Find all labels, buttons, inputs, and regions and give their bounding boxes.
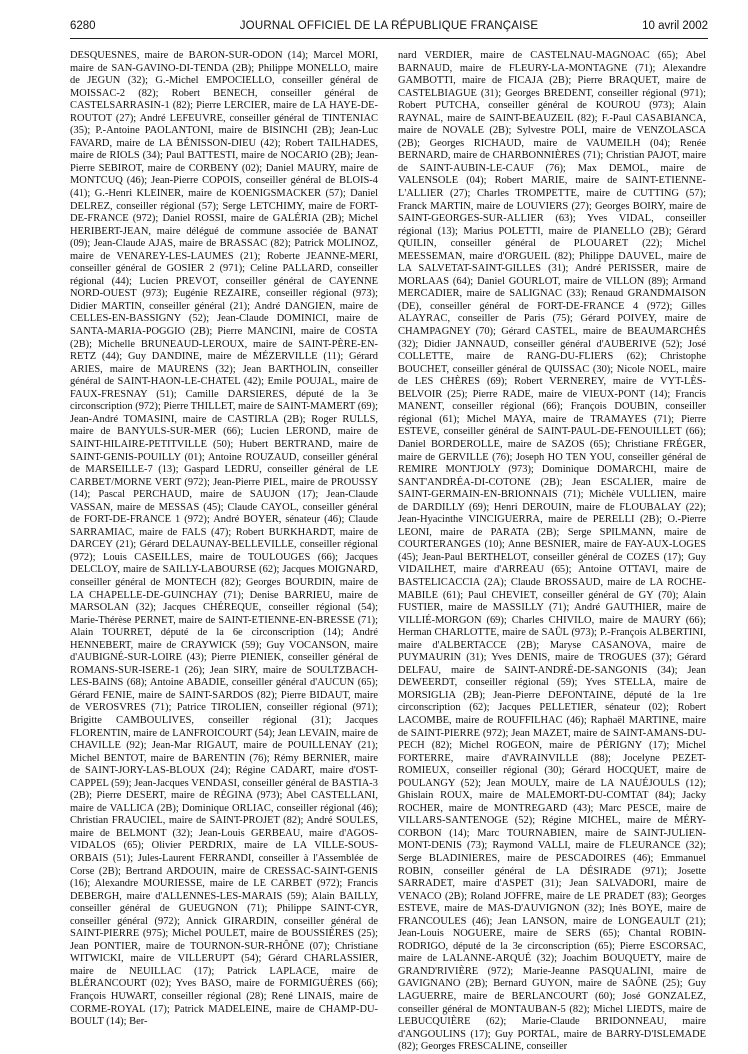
publication-date: 10 avril 2002 (642, 20, 708, 32)
right-column-text: nard VERDIER, maire de CASTELNAU-MAGNOAC (65); Abel BARNAUD, maire de FLEURY-LA-MONTAGNE (71); Alexandre GAMBOTTI, maire de FICAJA (2B); Pierre BRAQUET, maire de CASTELBIAGUE (31); Georges BREDENT, conseiller régional (971); Robert PUTCHA, conseiller général de KOUROU (973); Alain RAYNAL, maire de SAINT-BEAUZEIL (82); F.-Paul CASABIANCA, maire de NOVALE (2B); Sylvestre POLI, maire de VENZOLASCA (2B); Georges RICHAUD, maire de VAUMEILH (04); Renée BERNARD, maire de CHARBONNIÈRES (71); Christian PAJOT, maire de SAINT-AUBIN-LE-CAUF (76); Max DEMOL, maire de VALENSOLE (04); Robert MARIE, maire de SAINT-ETIENNE-L'ALLIER (27); Charles TROMPETTE, maire de CUTTING (57); Franck MARTIN, maire de LOUVIERS (27); Georges BOIRY, maire de SAINT-GEORGES-SUR-ALLIER (63); Yves VIDAL, conseiller régional (13); Marius POLETTI, maire de PIANELLO (2B); Gérard QUILIN, conseiller général de PLOUARET (22); Michel MEESSEMAN, maire d'ORGUEIL (82); Philippe DAUVEL, maire de LA SALVETAT-SAINT-GILLES (31); André PERISSER, maire de MORLAAS (64); Daniel GOURLOT, maire de VILLON (89); Armand MERCADIER, maire de SALIGNAC (33); Renaud GRANDMAISON (DE), conseiller général de FORT-DE-FRANCE 4 (972); Gilles ALAYRAC, conseiller de Paris (75); Gérard POIVEY, maire de CHAMPAGNEY (70); Gérard CASTEL, maire de BEAUMARCHÉS (32); Didier JANNAUD, conseiller général d'AUBERIVE (52); José COLLETTE, maire de RANG-DU-FLIERS (62); Christophe BOUCHET, conseiller général de QUISSAC (30); Nicole NOEL, maire de LES CHÈRES (69); Robert VERNEREY, maire de VYT-LÈS-BELVOIR (25); Pierre RADE, maire de VIEUX-PONT (14); Francis MANENT, conseiller régional (66); François DOUBIN, conseiller régional (61); Michel MAYA, maire de TRAMAYES (71); Pierre ESTEVE, conseiller général de SAINT-PAUL-DE-FENOUILLET (66); Daniel BORDEROLLE, maire de SAZOS (65); Christiane FRÉGER, maire de GERVILLE (76); Joseph HO TEN YOU, conseiller général de REMIRE MONTJOLY (973); Dominique DOMARCHI, maire de SANT'ANDRÉA-DI-COTONE (2B); Jean ESCALIER, maire de SAINT-GERMAIN-EN-BRIONNAIS (71); Michèle VULLIEN, maire de DARDILLY (69); Henri DEROUIN, maire de FLOUBALAY (22); Jean-Hyacinthe VINCIGUERRA, maire de PERELLI (2B); O.-Pierre LEONI, maire de PARATA (2B); Serge SPILMANN, maire de COURTERANGES (10); Anne BESNIER, maire de FAY-AUX-LOGES (45); Jean-Paul BERTHELOT, conseiller général de COZES (17); Guy VIDAILHET, maire d'ARREAU (65); Antoine OTTAVI, maire de BASTELICACCIA (2A); Claude BROSSAUD, maire de LA ROCHE-MABILE (61); Paul CHEVIET, conseiller général de GY (70); Alain FUSTIER, maire de MASSILLY (71); André GAUTHIER, maire de VILLIÉ-MORGON (69); Charles CHIVILO, maire de MAURY (66); Herman CHARLOTTE, maire de SAÜL (973); P.-François ALBERTINI, maire d'ALBERTACCE (2B); Maryse CASANOVA, maire de PUYMAURIN (31); Yves DENIS, maire de TROGUES (37); Gérard DELFAU, maire de SAINT-ANDRÉ-DE-SANGONIS (34); Jean DEWEERDT, conseiller régional (59); Yves STELLA, maire de MORSIGLIA (2B); Jean-Pierre DEFONTAINE, député de la 1re circonscription (62); Jacques PELLETIER, sénateur (02); Robert LACOMBE, maire de ROUFFILHAC (46); Raphaël MARTINE, maire de SAINT-PIERRE (972); Jean MAZET, maire de SAINT-AMANS-DU-PECH (82); Michel ROGEON, maire de PÉRIGNY (17); Michel FORTERRE, maire d'AVRAINVILLE (88); Jocelyne PEZET-ROMIEUX, conseiller régional (30); Gérard HOCQUET, maire de POULANGY (52); Jean MOULY, maire de LA NAUÉJOULS (12); Ghislain ROUX, maire de MALEMORT-DU-COMTAT (84); Jacky ROCHER, maire de MONTREGARD (43); Marc PESCE, maire de VILLARS-SANTENOGE (52); Régine MICHEL, maire de MÉRY-CORBON (14); Marc TOURNABIEN, maire de SAINT-JULIEN-MONT-DENIS (73); Raymond VALLI, maire de FLEURANCE (32); Serge BLADINIERES, maire de PESCADOIRES (46); Emmanuel ROBIN, conseiller général de LA DÉSIRADE (971); Josette SARRADET, maire d'ASPET (31); Jean SALVADORI, maire de VENACO (2B); Roland JOFFRE, maire de LE PRADET (83); Georges ESTEVE, maire de MAS-D'AUVIGNON (32); Inès BOYE, maire de FRANCOULES (46); Jean LANSON, maire de LONGEAULT (21); Jean-Louis NOGUERE, maire de SERS (65); Chantal ROBIN-RODRIGO, député de la 3e circonscription (65); Pierre ESCORSAC, maire de LALANNE-ARQUÉ (32); Joachim BOUQUETY, maire de GRAND'RIVIÈRE (972); Marie-Jeanne PASQUALINI, maire de GAVIGNANO (2B); Bernard GUYON, maire de SAÔNE (25); Guy LAGUERRE, maire de BERLANCOURT (60); José GONZALEZ, conseiller général de MONTAUBAN-5 (82); Michel LIEDTS, maire de LEBUCQUIÈRE (62); Marie-Claude BRIDONNEAU, maire d'ANGOULINS (17); Guy PORTAL, maire de BARRY-D'ISLEMADE (82); Georges FRESCALINE, conseiller (398, 50, 706, 1053)
left-column-text: DESQUESNES, maire de BARON-SUR-ODON (14); Marcel MORI, maire de SAN-GAVINO-DI-TENDA (2B); Philippe MONELLO, maire de JEGUN (32); G.-Michel EMPOCIELLO, conseiller général de MOISSAC-2 (82); Robert BENECH, conseiller général de CASTELSARRASIN-1 (82); Pierre LERCIER, maire de LA HAYE-DE-ROUTOT (27); André LEFEUVRE, conseiller général de TINTENIAC (35); P.-Antoine PAOLANTONI, maire de BISINCHI (2B); Jean-Luc FAVARD, maire de LA BÉNISSON-DIEU (42); Robert TAILHADES, maire de RIOLS (34); Paul BATTESTI, maire de NOCARIO (2B); Jean-Pierre SEBIROT, maire de CORBENY (02); Daniel MAURY, maire de MONTCUQ (46); Jean-Pierre COPOIS, conseiller général de BLOIS-4 (41); G.-Henri KLEINER, maire de KOENIGSMACKER (57); Daniel DELREZ, conseiller régional (57); Serge LETCHIMY, maire de FORT-DE-FRANCE (972); Daniel ROSSI, maire de GALÉRIA (2B); Michel HERIBERT-JEAN, maire délégué de commune associée de BANAT (09); Jean-Claude AJAS, maire de BRASSAC (82); Patrick MOLINOZ, maire de VENAREY-LES-LAUMES (21); Roberte JEANNE-MERI, conseiller général de GOSIER 2 (971); Celine PALLARD, conseiller régional (44); Lucien PREVOT, conseiller général de CAYENNE NORD-OUEST (973); Eugénie REZAIRE, conseiller régional (973); Didier MARTIN, conseiller général (21); André DANGIEN, maire de CELLES-EN-BASSIGNY (52); Jean-Claude DOMINICI, maire de SANTA-MARIA-POGGIO (2B); Pierre MANCINI, maire de COSTA (2B); Michelle BRUNEAUD-LEROUX, maire de SAINT-PÈRE-EN-RETZ (44); Guy DANDINE, maire de MÉZERVILLE (11); Gérard ARIES, maire de MAURENS (32); Jean BARTHOLIN, conseiller général de SAINT-HAON-LE-CHATEL (42); Emile POUJAL, maire de FAUX-FRESNAY (51); Camille DARSIERES, député de la 3e circonscription (972); Pierre THILLET, maire de SAINT-MAMERT (69); Jean-André TOMASINI, maire de CASTIRLA (2B); Roger RULLS, maire de BANYULS-SUR-MER (66); Lucien LEROND, maire de SAINT-HILAIRE-PETITVILLE (50); Hubert BERTRAND, maire de SAINT-GENIS-POUILLY (01); Antoine ROUZAUD, conseiller général de MARSEILLE-7 (13); Gaspard LEDRU, conseiller général de LE CARBET/MORNE VERT (972); Jean-Pierre PIEL, maire de PROUSSY (14); Pascal PERCHAUD, maire de SAUJON (17); Jean-Claude VASSAN, maire de MESSAS (45); Claude CAYOL, conseiller général de FORT-DE-FRANCE 1 (972); André BOYER, sénateur (46); Claude SARRAMIAC, maire de FALS (47); Robert BURKHARDT, maire de DARCEY (21); Gérard DELAUNAY-BELLEVILLE, conseiller régional (972); Louis CASEILLES, maire de TOULOUGES (66); Jacques DELCLOY, maire de SAILLY-LABOURSE (62); Jacques MOIGNARD, conseiller général de MONTECH (82); Georges BOURDIN, maire de LA CHAPELLE-DE-GUINCHAY (71); Denise BARRIEU, maire de MARSOLAN (32); Jacques CHÉREQUE, conseiller régional (54); Marie-Thérèse PERNET, maire de SAINT-ETIENNE-EN-BRESSE (71); Alain TOURRET, député de la 6e circonscription (14); André HENNEBERT, maire de CRAYWICK (59); Guy VOCANSON, maire d'AUBIGNÉ-SUR-LOIRE (43); Pierre PIENIEK, conseiller général de ROMANS-SUR-ISERE-1 (26); Jean SIRY, maire de SOULTZBACH-LES-BAINS (68); Antoine ABADIE, conseiller général d'AUCUN (65); Gérard FENIE, maire de SAINT-SARDOS (82); Pierre BIDAUT, maire de VEROSVRES (71); Patrice TIROLIEN, conseiller régional (971); Brigitte CAMBOULIVES, conseiller régional (31); Jacques FLORENTIN, maire de LANFROICOURT (54); Jean LEVAIN, maire de CHAVILLE (92); Jean-Mar RIGAUT, maire de POUILLENAY (21); Michel BENTOT, maire de BARENTIN (76); Rémy BERNIER, maire de SAINT-JORY-LAS-BLOUX (24); Régine CADART, maire d'OST-CAPPEL (59); Jean-Jacques VENDASI, conseiller général de BASTIA-3 (2B); Pierre DESERT, maire de RÉGINA (973); Abel CASTELLANI, maire de VALLICA (2B); Dominique ORLIAC, conseiller régional (46); Christian FRAUCIEL, maire de SAINT-PROJET (82); André SOULES, maire de BELMONT (32); Jean-Louis GERBEAU, maire d'AGOS-VIDALOS (65); Olivier PERDRIX, maire de LA VILLE-SOUS-ORBAIS (51); Jules-Laurent FERRANDI, conseiller à l'Assemblée de Corse (2B); Bertrand ARDOUIN, maire de CRESSAC-SAINT-GENIS (16); Alexandre MOURIESSE, maire de LE CARBET (972); Francis DEBERGH, maire d'ALLENNES-LES-MARAIS (59); Alain BAILLY, conseiller général de GUEUGNON (71); Philippe SAINT-CYR, conseiller général (972); Annick GIRARDIN, conseiller général de SAINT-PIERRE (975); Michel POULET, maire de BOUSSIÈRES (25); Jean PONTIER, maire de TOURNON-SUR-RHÔNE (07); Christiane WITWICKI, maire de VILLERUPT (54); Gérard CHARLASSIER, maire de NEUILLAC (17); Patrick LAPLACE, maire de BLÉRANCOURT (02); Yves BASO, maire de FORMIGUÈRES (66); François HUWART, conseiller régional (28); René LINAIS, maire de CORME-ROYAL (17); Patrick MADELEINE, maire de CHAMP-DU-BOULT (14); Ber- (70, 50, 378, 1028)
journal-title: JOURNAL OFFICIEL DE LA RÉPUBLIQUE FRANÇAISE (239, 20, 539, 32)
text-columns (70, 50, 706, 1053)
page-number: 6280 (70, 20, 96, 32)
header-rule (70, 38, 708, 39)
page-header (70, 14, 708, 36)
